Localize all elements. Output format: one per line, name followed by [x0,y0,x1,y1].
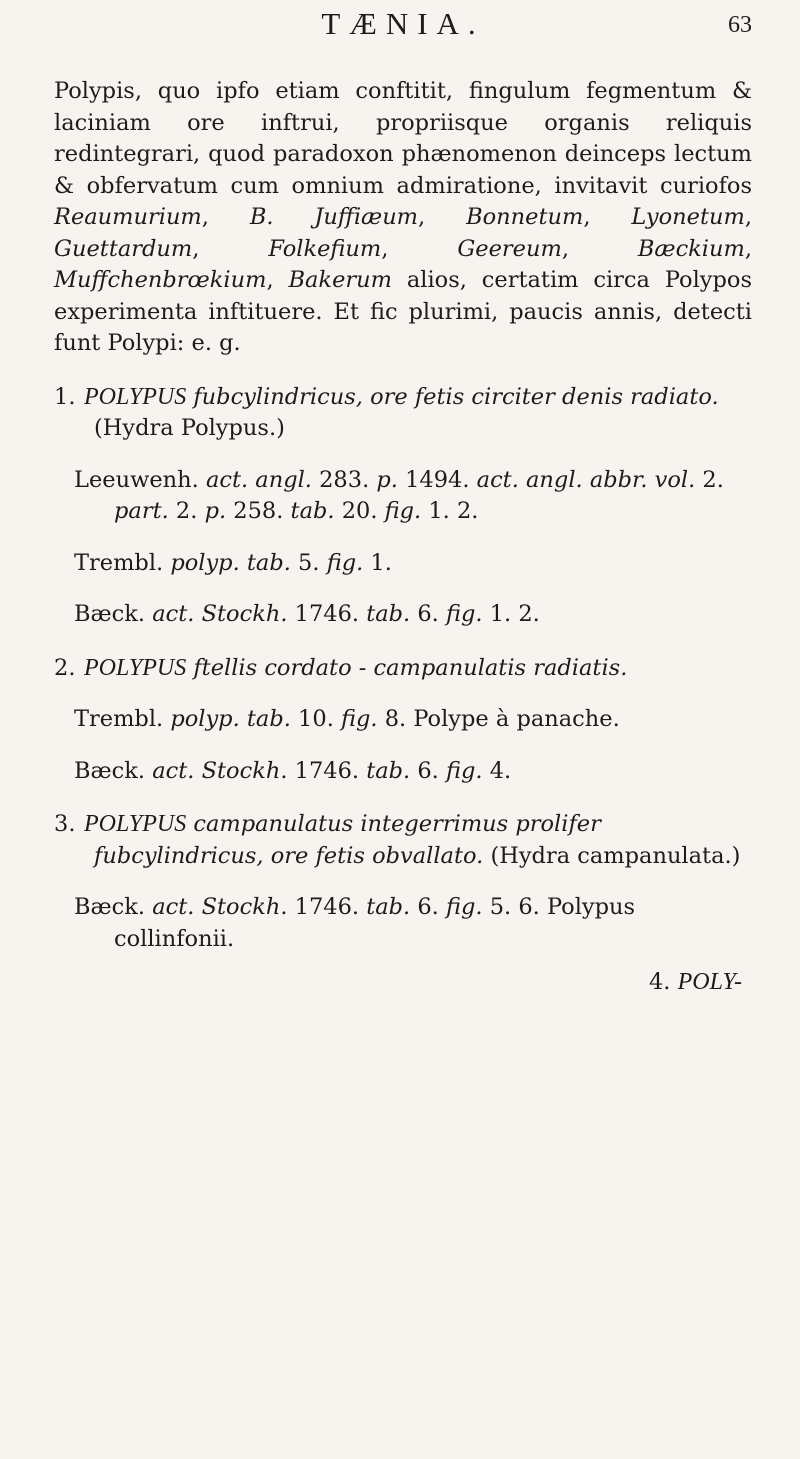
reference: Leeuwenh. act. angl. 283. p. 1494. act. angl. abbr. vol. 2. part. 2. p. 258. tab. 20. fig. 1. 2. [74,466,724,524]
entry-heading: 2. POLYPUS ftellis cordato - campanulatis radiatis. [54,654,628,681]
running-head [54,0,752,60]
species-entry-1 [54,382,752,631]
running-title: TÆNIA. [321,6,485,41]
species-entry-3 [54,809,752,955]
reference: Bæck. act. Stockh. 1746. tab. 6. fig. 4. [74,757,512,784]
reference: Bæck. act. Stockh. 1746. tab. 6. fig. 5. 6. Polypus collinfonii. [74,894,636,952]
species-entry-2 [54,653,752,788]
catchword: 4. POLY- [648,969,742,995]
entry-heading: 3. POLYPUS campanulatus integerrimus prolifer fubcylindricus, ore fetis obvallato. (Hydra campanulata.) [54,811,741,869]
intro-paragraph: Polypis, quo ipfo etiam conftitit, fingulum fegmentum & laciniam ore inftrui, propriisque organis reliquis redintegrari, quod paradoxon phænomenon deinceps lectum & obfervatum cum omnium admiratione, invitavit curiofos Reaumurium, B. Juffiæum, Bonnetum, Lyonetum, Guettardum, Folkefium, Geereum, Bæckium, Muffchenbrœkium, Bakerum alios, certatim circa Polypos experimenta inftituere. Et fic plurimi, paucis annis, detecti funt Polypi: e. g. [54,78,753,356]
reference: Trembl. polyp. tab. 10. fig. 8. Polype à panache. [74,706,620,732]
page-number: 63 [728,12,752,38]
reference: Bæck. act. Stockh. 1746. tab. 6. fig. 1. 2. [74,601,540,627]
entry-heading: 1. POLYPUS fubcylindricus, ore fetis circiter denis radiato. (Hydra Polypus.) [54,383,719,441]
reference: Trembl. polyp. tab. 5. fig. 1. [74,549,392,576]
